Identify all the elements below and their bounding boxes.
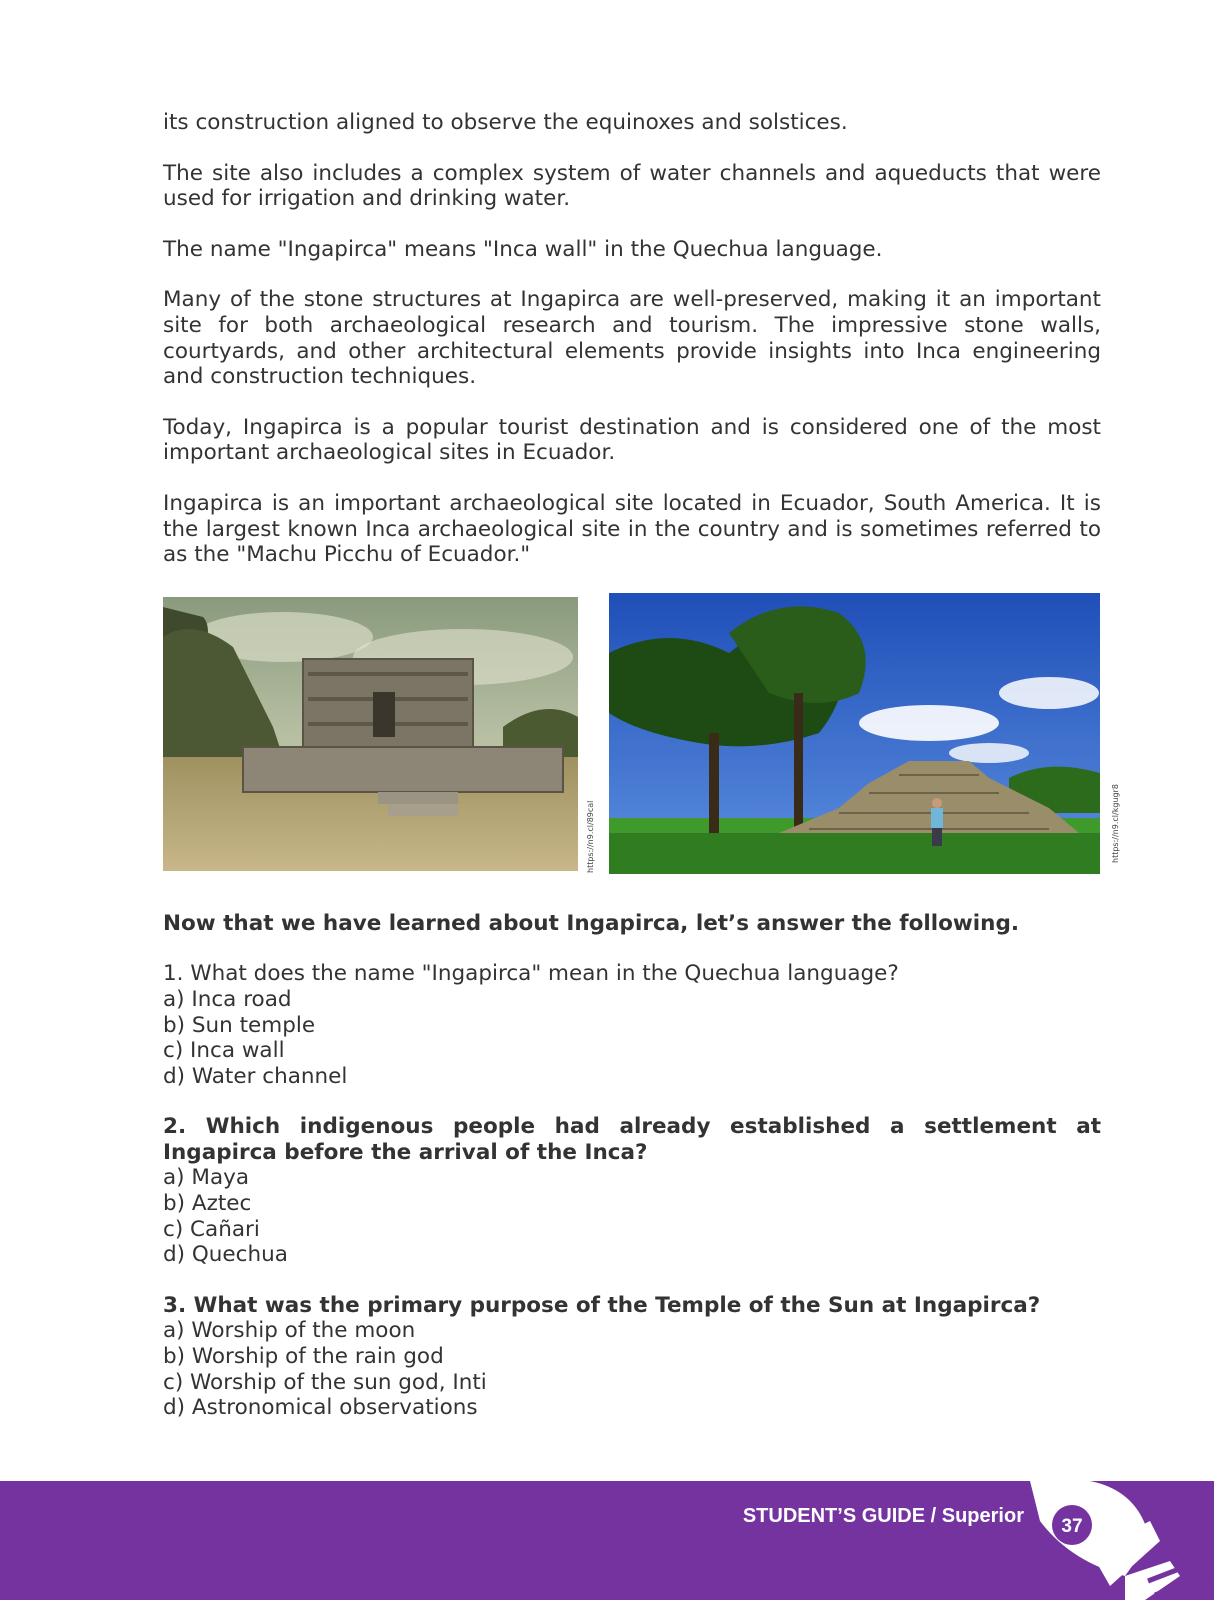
main-content	[163, 110, 1120, 1446]
paragraph: Today, Ingapirca is a popular tourist destination and is considered one of the most important archaeological sites in Ecuador.	[163, 414, 1101, 466]
guide-level: / Superior	[930, 1505, 1024, 1527]
section-intro: Now that we have learned about Ingapirca, let’s answer the following.	[163, 910, 1020, 936]
question-block	[163, 1114, 1101, 1268]
rocket-icon	[1030, 1481, 1214, 1600]
answer-option: c) Cañari	[163, 1216, 260, 1242]
question-text: 2. Which indigenous people had already established a settlement at Ingapirca before the arrival of the Inca?	[163, 1114, 1101, 1165]
question-text: 3. What was the primary purpose of the Temple of the Sun at Ingapirca?	[163, 1292, 1041, 1318]
answer-option: a) Inca road	[163, 986, 292, 1012]
paragraph: its construction aligned to observe the equinoxes and solstices.	[163, 110, 848, 135]
answer-option: b) Sun temple	[163, 1012, 316, 1038]
ruins-photo-left	[163, 597, 578, 871]
answer-option: d) Quechua	[163, 1242, 288, 1268]
ruins-photo-right	[609, 593, 1100, 874]
answer-option: b) Aztec	[163, 1191, 252, 1217]
paragraph: The name "Ingapirca" means "Inca wall" in the Quechua language.	[163, 236, 883, 262]
answer-option: d) Astronomical observations	[163, 1395, 478, 1421]
photo-credit-left: https://n9.cl/89cal	[586, 800, 595, 873]
answer-option: a) Maya	[163, 1165, 250, 1191]
page-number: 37	[1061, 1516, 1083, 1537]
question-block	[163, 961, 1101, 1089]
question-block	[163, 1293, 1101, 1421]
guide-title: STUDENT’S GUIDE	[742, 1505, 926, 1527]
answer-option: b) Worship of the rain god	[163, 1344, 444, 1370]
paragraph: The site also includes a complex system of water channels and aqueducts that were used for irrigation and drinking water.	[163, 160, 1101, 212]
paragraph: Many of the stone structures at Ingapirca are well-preserved, making it an important site for both archaeological research and tourism. The impressive stone walls, courtyards, and other architectural elements provide insights into Inca engineering and construction techniques.	[163, 287, 1101, 390]
question-text: 1. What does the name "Ingapirca" mean in the Quechua language?	[163, 961, 899, 987]
answer-option: c) Inca wall	[163, 1038, 285, 1064]
photo-row	[163, 593, 1120, 893]
answer-option: c) Worship of the sun god, Inti	[163, 1369, 487, 1395]
footer-guide-label	[743, 1505, 1024, 1528]
paragraph: Ingapirca is an important archaeological site located in Ecuador, South America. It is the largest known Inca archaeological site in the country and is sometimes referred to as the "Machu Picchu of Ecuador."	[163, 490, 1101, 568]
photo-credit-right: https://n9.cl/kgugr8	[1111, 783, 1120, 863]
answer-option: a) Worship of the moon	[163, 1318, 416, 1344]
answer-option: d) Water channel	[163, 1063, 348, 1089]
